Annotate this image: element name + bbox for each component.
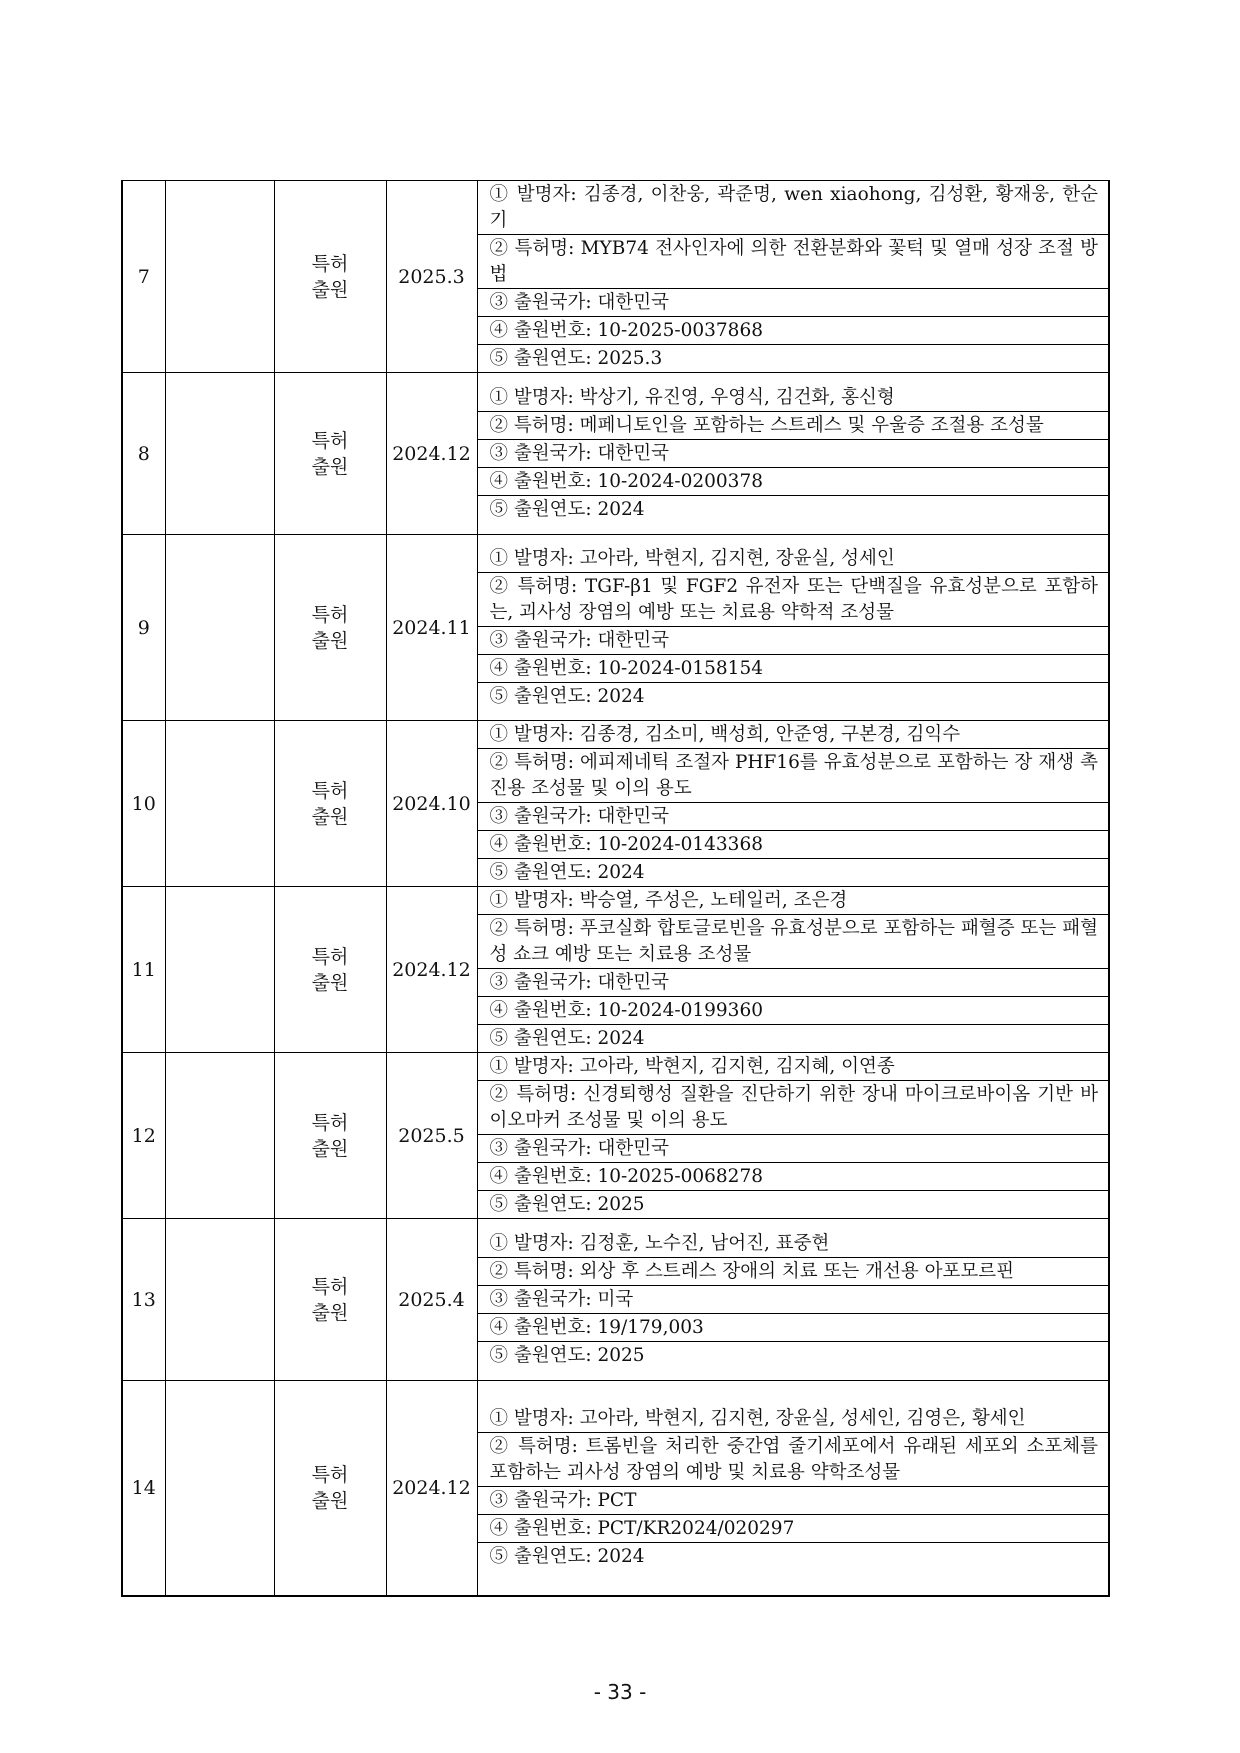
patent-details — [477, 1219, 1109, 1381]
patent-type — [274, 887, 386, 1053]
empty-cell — [165, 181, 274, 373]
detail-item: ③ 출원국가: 미국 — [478, 1286, 1109, 1314]
patent-type-line2: 출원 — [311, 971, 349, 994]
filing-date: 2024.12 — [386, 887, 477, 1053]
patent-details — [477, 373, 1109, 535]
patent-row — [122, 181, 1109, 373]
detail-item: ④ 출원번호: 10-2025-0037868 — [478, 317, 1109, 345]
detail-item: ④ 출원번호: 19/179,003 — [478, 1314, 1109, 1342]
detail-item: ① 발명자: 김종경, 이찬웅, 곽준명, wen xiaohong, 김성환, 황재웅, 한순기 — [478, 181, 1109, 235]
patent-details — [477, 181, 1109, 373]
patent-details — [477, 721, 1109, 887]
detail-item: ⑤ 출원연도: 2024 — [489, 862, 645, 883]
filing-date: 2025.3 — [386, 181, 477, 373]
detail-item: ④ 출원번호: 10-2025-0068278 — [478, 1163, 1109, 1191]
filing-date: 2024.10 — [386, 721, 477, 887]
empty-cell — [165, 1053, 274, 1219]
patent-type-line1: 특허 — [311, 945, 349, 968]
patent-details — [477, 1381, 1109, 1596]
patent-row — [122, 1219, 1109, 1381]
patent-row — [122, 535, 1109, 721]
detail-item: ① 발명자: 김종경, 김소미, 백성희, 안준영, 구본경, 김익수 — [478, 721, 1109, 749]
patent-type-line1: 특허 — [311, 1111, 349, 1134]
detail-item: ③ 출원국가: PCT — [478, 1487, 1109, 1515]
detail-item: ④ 출원번호: 10-2024-0143368 — [478, 831, 1109, 859]
page-number: - 33 - — [593, 1680, 647, 1704]
patent-details — [477, 535, 1109, 721]
detail-item: ① 발명자: 고아라, 박현지, 김지현, 김지혜, 이연종 — [478, 1053, 1109, 1081]
patent-type — [274, 1381, 386, 1596]
patent-type-line1: 특허 — [311, 1463, 349, 1486]
row-number: 8 — [122, 373, 165, 535]
detail-item: ② 특허명: 푸코실화 합토글로빈을 유효성분으로 포함하는 패혈증 또는 패혈성 쇼크 예방 또는 치료용 조성물 — [478, 915, 1109, 969]
empty-cell — [165, 887, 274, 1053]
patent-type-line2: 출원 — [311, 1137, 349, 1160]
detail-item: ⑤ 출원연도: 2025 — [489, 1194, 645, 1215]
patent-type — [274, 373, 386, 535]
detail-item: ① 발명자: 고아라, 박현지, 김지현, 장윤실, 성세인, 김영은, 황세인 — [478, 1405, 1109, 1433]
patent-type-line2: 출원 — [311, 1489, 349, 1512]
patent-row — [122, 1381, 1109, 1596]
detail-item: ② 특허명: 외상 후 스트레스 장애의 치료 또는 개선용 아포모르핀 — [478, 1258, 1109, 1286]
empty-cell — [165, 1381, 274, 1596]
detail-item: ③ 출원국가: 대한민국 — [478, 969, 1109, 997]
filing-date: 2025.4 — [386, 1219, 477, 1381]
detail-item: ① 발명자: 고아라, 박현지, 김지현, 장윤실, 성세인 — [478, 545, 1109, 573]
empty-cell — [165, 535, 274, 721]
filing-date: 2024.12 — [386, 1381, 477, 1596]
row-number: 11 — [122, 887, 165, 1053]
patent-type-line1: 특허 — [311, 252, 349, 275]
patent-type-line2: 출원 — [311, 629, 349, 652]
detail-item: ④ 출원번호: 10-2024-0199360 — [478, 997, 1109, 1025]
patent-row — [122, 887, 1109, 1053]
detail-item: ⑤ 출원연도: 2024 — [489, 686, 645, 707]
empty-cell — [165, 373, 274, 535]
patent-type-line2: 출원 — [311, 1301, 349, 1324]
detail-item: ④ 출원번호: 10-2024-0200378 — [478, 468, 1109, 496]
patent-type-line1: 특허 — [311, 779, 349, 802]
detail-item: ⑤ 출원연도: 2025 — [489, 1345, 645, 1366]
detail-item: ④ 출원번호: 10-2024-0158154 — [478, 655, 1109, 683]
detail-item: ② 특허명: 트롬빈을 처리한 중간엽 줄기세포에서 유래된 세포외 소포체를 포함하는 괴사성 장염의 예방 및 치료용 약학조성물 — [478, 1433, 1109, 1487]
patent-type — [274, 1053, 386, 1219]
row-number: 14 — [122, 1381, 165, 1596]
row-number: 13 — [122, 1219, 165, 1381]
row-number: 12 — [122, 1053, 165, 1219]
detail-item: ③ 출원국가: 대한민국 — [478, 627, 1109, 655]
detail-item: ② 특허명: 신경퇴행성 질환을 진단하기 위한 장내 마이크로바이옴 기반 바이오마커 조성물 및 이의 용도 — [478, 1081, 1109, 1135]
detail-item: ④ 출원번호: PCT/KR2024/020297 — [478, 1515, 1109, 1543]
patent-type — [274, 535, 386, 721]
detail-item: ② 특허명: 에피제네틱 조절자 PHF16를 유효성분으로 포함하는 장 재생 촉진용 조성물 및 이의 용도 — [478, 749, 1109, 803]
detail-item: ③ 출원국가: 대한민국 — [478, 440, 1109, 468]
patent-type — [274, 181, 386, 373]
row-number: 9 — [122, 535, 165, 721]
patent-type — [274, 721, 386, 887]
detail-item: ⑤ 출원연도: 2024 — [489, 1028, 645, 1049]
detail-item: ① 발명자: 박승열, 주성은, 노테일러, 조은경 — [478, 887, 1109, 915]
patent-type-line1: 특허 — [311, 603, 349, 626]
detail-item: ⑤ 출원연도: 2024 — [489, 1546, 645, 1568]
patent-details — [477, 1053, 1109, 1219]
filing-date: 2025.5 — [386, 1053, 477, 1219]
detail-item: ② 특허명: TGF-β1 및 FGF2 유전자 또는 단백질을 유효성분으로 포함하는, 괴사성 장염의 예방 또는 치료용 약학적 조성물 — [478, 573, 1109, 627]
detail-item: ③ 출원국가: 대한민국 — [478, 1135, 1109, 1163]
detail-item: ① 발명자: 박상기, 유진영, 우영식, 김건화, 홍신형 — [478, 384, 1109, 412]
empty-cell — [165, 1219, 274, 1381]
detail-item: ③ 출원국가: 대한민국 — [478, 289, 1109, 317]
patent-table — [121, 180, 1110, 1597]
filing-date: 2024.12 — [386, 373, 477, 535]
filing-date: 2024.11 — [386, 535, 477, 721]
patent-details — [477, 887, 1109, 1053]
detail-item: ① 발명자: 김정훈, 노수진, 남어진, 표중현 — [478, 1230, 1109, 1258]
detail-item: ② 특허명: 메페니토인을 포함하는 스트레스 및 우울증 조절용 조성물 — [478, 412, 1109, 440]
patent-type-line2: 출원 — [311, 278, 349, 301]
row-number: 10 — [122, 721, 165, 887]
patent-row — [122, 721, 1109, 887]
patent-type-line2: 출원 — [311, 805, 349, 828]
row-number: 7 — [122, 181, 165, 373]
detail-item: ② 특허명: MYB74 전사인자에 의한 전환분화와 꽃턱 및 열매 성장 조절 방법 — [478, 235, 1109, 289]
detail-item: ⑤ 출원연도: 2025.3 — [489, 348, 663, 369]
empty-cell — [165, 721, 274, 887]
patent-row — [122, 373, 1109, 535]
patent-row — [122, 1053, 1109, 1219]
detail-item: ⑤ 출원연도: 2024 — [489, 499, 645, 520]
patent-type-line1: 특허 — [311, 429, 349, 452]
patent-type-line1: 특허 — [311, 1275, 349, 1298]
detail-item: ③ 출원국가: 대한민국 — [478, 803, 1109, 831]
patent-type-line2: 출원 — [311, 455, 349, 478]
patent-type — [274, 1219, 386, 1381]
